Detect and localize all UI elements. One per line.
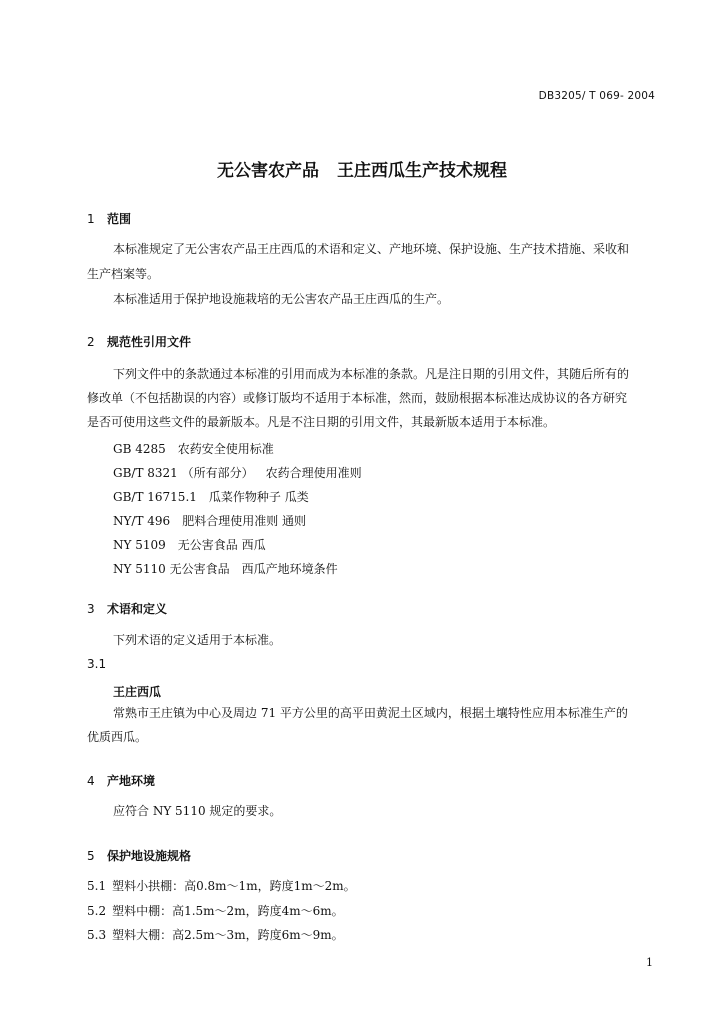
spec-item: [87, 880, 356, 892]
reference-code: NY/T 496: [113, 514, 171, 528]
reference-item: [113, 464, 374, 481]
spec-number: 5.1: [87, 879, 107, 893]
paragraph-line: 优质西瓜。: [87, 730, 148, 744]
reference-item: [113, 560, 350, 577]
reference-item: [113, 440, 286, 457]
paragraph-line: 本标准规定了无公害农产品王庄西瓜的术语和定义、产地环境、保护设施、生产技术措施、采收和: [113, 242, 630, 256]
reference-title: 西瓜产地环境条件: [241, 562, 338, 576]
section-1-heading: [87, 210, 131, 227]
reference-title: 农药合理使用准则: [265, 466, 362, 480]
reference-item: [113, 536, 278, 553]
reference-code: GB 4285: [113, 442, 166, 456]
reference-code: NY 5109: [113, 538, 166, 552]
spec-number: 5.3: [87, 928, 107, 942]
paragraph-line: 下列术语的定义适用于本标准。: [113, 633, 282, 647]
section-number: 4: [87, 774, 95, 788]
subsection-number: 3.1: [87, 657, 107, 671]
section-title: 范围: [107, 212, 132, 226]
term-name: 王庄西瓜: [113, 685, 162, 699]
spec-item: [87, 929, 344, 941]
section-2-heading: [87, 333, 191, 350]
section-number: 2: [87, 335, 95, 349]
reference-code: GB/T 16715.1: [113, 490, 197, 504]
spec-item: [87, 905, 344, 917]
paragraph-line: 下列文件中的条款通过本标准的引用而成为本标准的条款。凡是注日期的引用文件，其随后所有的: [113, 367, 630, 381]
spec-text: 塑料大棚：高2.5m～3m，跨度6m～9m。: [112, 928, 344, 942]
paragraph-line: 生产档案等。: [87, 267, 160, 281]
paragraph-line: 是否可使用这些文件的最新版本。凡是不注日期的引用文件，其最新版本适用于本标准。: [87, 415, 556, 429]
paragraph-line: 本标准适用于保护地设施栽培的无公害农产品王庄西瓜的生产。: [113, 292, 450, 306]
section-4-heading: [87, 772, 155, 789]
paragraph-line: 常熟市王庄镇为中心及周边 71 平方公里的高平田黄泥土区域内，根据土壤特性应用本标准生产的: [113, 706, 628, 720]
spec-number: 5.2: [87, 904, 107, 918]
reference-code: NY 5110 无公害食品: [113, 562, 230, 576]
reference-item: [113, 512, 318, 529]
section-title: 规范性引用文件: [107, 335, 192, 349]
spec-text: 塑料中棚：高1.5m～2m，跨度4m～6m。: [112, 904, 344, 918]
title-part-2: 王庄西瓜生产技术规程: [337, 161, 507, 181]
title-part-1: 无公害农产品: [217, 161, 319, 181]
section-title: 产地环境: [107, 774, 156, 788]
reference-code: GB/T 8321 （所有部分）: [113, 466, 254, 480]
section-number: 1: [87, 212, 95, 226]
paragraph-line: 修改单（不包括勘误的内容）或修订版均不适用于本标准，然而，鼓励根据本标准达成协议的各方研究: [87, 391, 628, 405]
paragraph-line: 应符合 NY 5110 规定的要求。: [113, 804, 282, 818]
section-3-heading: [87, 600, 167, 617]
reference-title: 农药安全使用标准: [177, 442, 274, 456]
section-5-heading: [87, 847, 191, 864]
reference-item: [113, 488, 321, 505]
spec-text: 塑料小拱棚：高0.8m～1m，跨度1m～2m。: [112, 879, 356, 893]
reference-title: 瓜菜作物种子 瓜类: [208, 490, 309, 504]
section-number: 5: [87, 849, 95, 863]
reference-title: 无公害食品 西瓜: [177, 538, 266, 552]
section-title: 术语和定义: [107, 602, 168, 616]
reference-title: 肥料合理使用准则 通则: [182, 514, 307, 528]
section-number: 3: [87, 602, 95, 616]
page-title: [0, 156, 724, 181]
document-code: DB3205/ T 069- 2004: [538, 90, 655, 102]
page-number: 1: [646, 956, 653, 969]
section-title: 保护地设施规格: [107, 849, 192, 863]
